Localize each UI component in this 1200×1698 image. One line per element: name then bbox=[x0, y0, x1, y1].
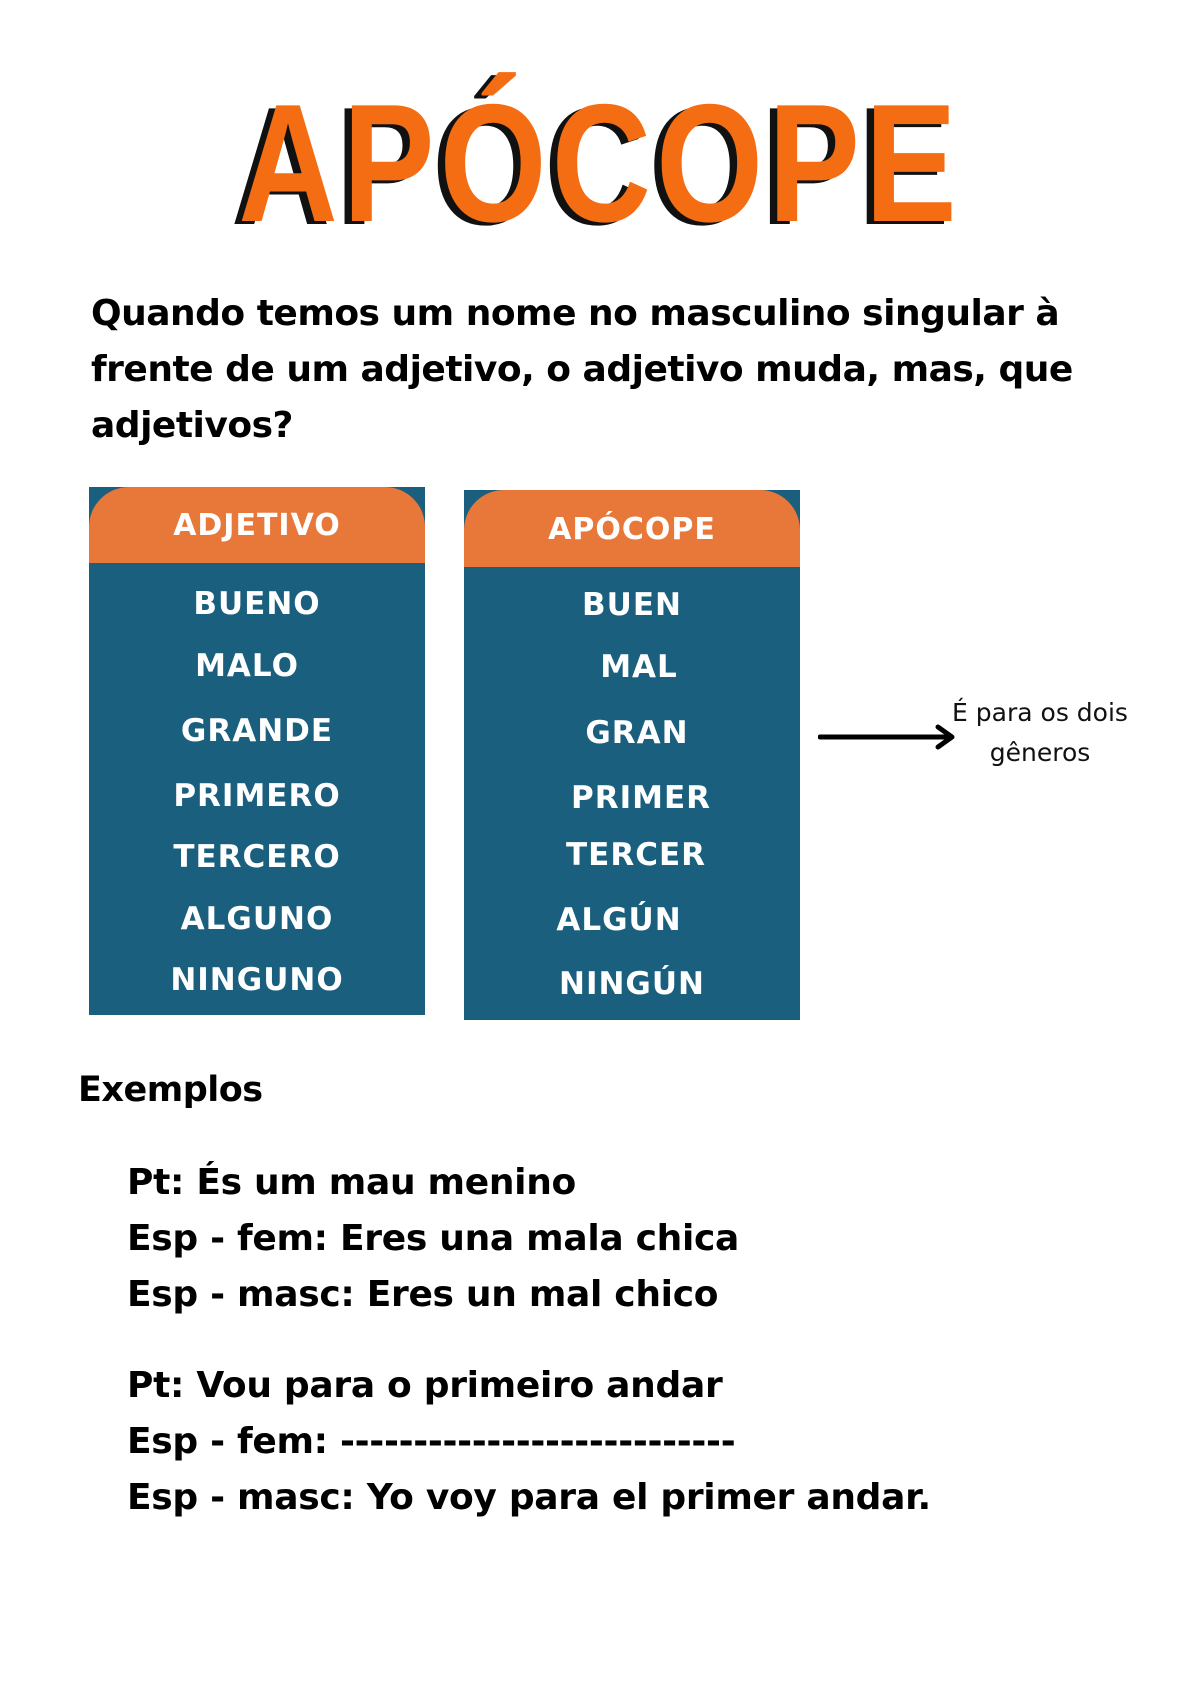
adjetivo-item: NINGUNO bbox=[170, 962, 344, 998]
adjetivo-item: ALGUNO bbox=[180, 901, 334, 937]
example-line: Esp - masc: Yo voy para el primer andar. bbox=[127, 1477, 931, 1518]
page-title: APÓCOPE bbox=[238, 69, 962, 257]
adjetivo-column bbox=[89, 487, 425, 1015]
example-line: Esp - fem: Eres una mala chica bbox=[127, 1218, 740, 1259]
apocope-item: PRIMER bbox=[570, 780, 712, 816]
apocope-item: MAL bbox=[600, 649, 678, 685]
examples-heading: Exemplos bbox=[78, 1070, 263, 1110]
apocope-item: NINGÚN bbox=[559, 966, 705, 1002]
example-line: Pt: Vou para o primeiro andar bbox=[127, 1365, 723, 1406]
adjetivo-header: ADJETIVO bbox=[89, 487, 425, 563]
adjetivo-item: BUENO bbox=[193, 586, 321, 622]
adjetivo-item: PRIMERO bbox=[173, 778, 341, 814]
adjetivo-item: TERCERO bbox=[173, 839, 341, 875]
apocope-item: GRAN bbox=[585, 715, 689, 751]
example-line: Esp - masc: Eres un mal chico bbox=[127, 1274, 719, 1315]
genders-note-line2: gêneros bbox=[989, 738, 1091, 767]
apocope-column bbox=[464, 490, 800, 1020]
apocope-item: TERCER bbox=[566, 837, 706, 873]
apocope-item: ALGÚN bbox=[556, 902, 682, 938]
adjetivo-item: MALO bbox=[195, 648, 299, 684]
genders-note bbox=[930, 693, 1150, 773]
intro-paragraph: Quando temos um nome no masculino singular à frente de um adjetivo, o adjetivo muda, mas, que adjetivos? bbox=[91, 293, 1073, 446]
apocope-item: BUEN bbox=[582, 587, 682, 623]
adjetivo-item: GRANDE bbox=[180, 713, 334, 749]
apocope-header: APÓCOPE bbox=[464, 490, 800, 567]
example-line: Esp - fem: --------------------------- bbox=[127, 1421, 736, 1462]
example-line: Pt: És um mau menino bbox=[127, 1162, 576, 1203]
genders-note-line1: É para os dois bbox=[952, 698, 1128, 727]
